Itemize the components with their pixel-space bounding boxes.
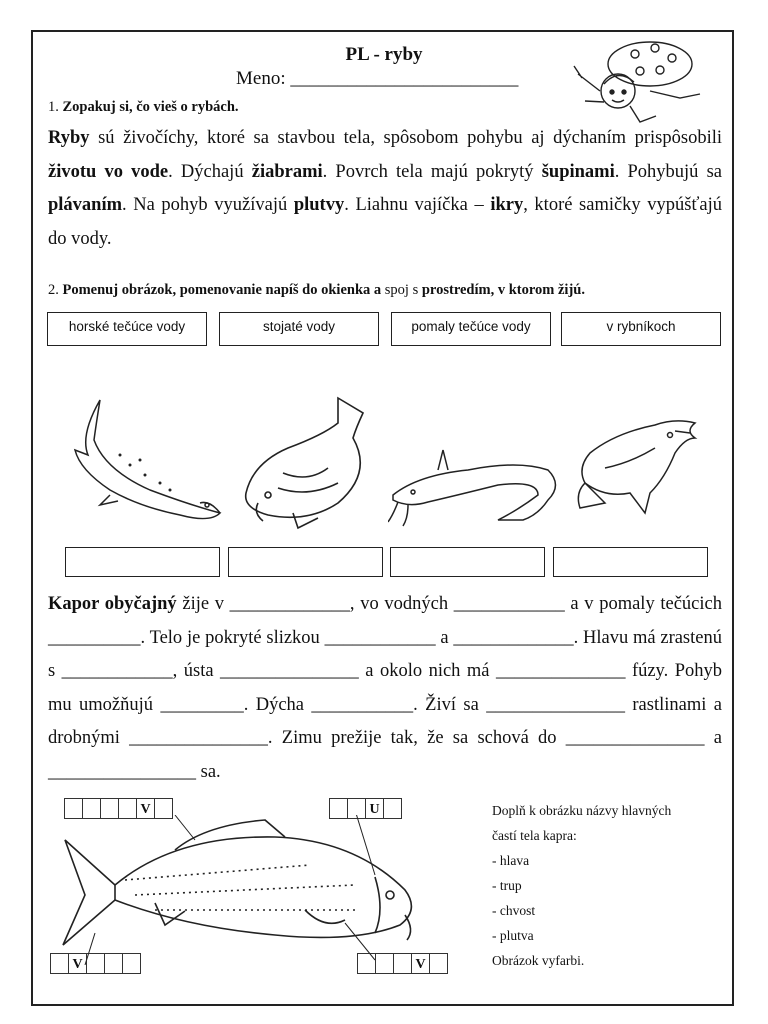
task-2-heading: 2. Pomenuj obrázok, pomenovanie napíš do okienka a spoj s prostredím, v ktorom žijú. xyxy=(48,282,585,298)
crossword-3[interactable]: V xyxy=(51,953,141,974)
name-field-label[interactable]: Meno: ________________________ xyxy=(236,68,519,89)
pike-icon xyxy=(575,413,700,528)
environment-box-1[interactable]: horské tečúce vody xyxy=(47,312,207,346)
fish-name-box-4[interactable] xyxy=(553,547,708,577)
catfish-icon xyxy=(388,440,568,530)
fish-name-box-1[interactable] xyxy=(65,547,220,577)
trout-icon xyxy=(70,395,230,525)
environment-box-3[interactable]: pomaly tečúce vody xyxy=(391,312,551,346)
crossword-1[interactable]: V xyxy=(65,798,173,819)
carp-icon xyxy=(238,393,378,533)
environment-box-4[interactable]: v rybníkoch xyxy=(561,312,721,346)
intro-paragraph: Ryby sú živočíchy, ktoré sa stavbou tela, spôsobom pohybu aj dýchaním prispôsobili životu vo vode. Dýchajú žiabrami. Povrch tela majú pokrytý šupinami. Pohybujú sa plávaním. Na pohyb využívajú plutvy. Liahnu vajíčka – ikry, ktoré samičky vypúšťajú do vody. xyxy=(48,128,722,249)
task-1-heading: 1. Zopakuj si, čo vieš o rybách. xyxy=(48,99,239,115)
carp-large-icon xyxy=(55,815,430,965)
carp-paragraph: Kapor obyčajný žije v _____________, vo vodných ____________ a v pomaly tečúcich __________. Telo je pokryté slizkou ____________ a _____________. Hlavu má zrastenú s ____________, ústa _______________ a okolo nich má ______________ fúzy. Pohyb mu umožňujú _________. Dýcha ___________. Živí sa _______________ rastlinami a drobnými _______________. Zimu prežije tak, že sa schová do _______________ a ________________ sa. xyxy=(48,594,722,782)
cartoon-girl-icon xyxy=(560,36,710,126)
environment-box-2[interactable]: stojaté vody xyxy=(219,312,379,346)
crossword-4[interactable]: V xyxy=(358,953,448,974)
crossword-2[interactable]: U xyxy=(330,798,402,819)
worksheet-title: PL - ryby xyxy=(345,44,423,65)
fish-name-box-2[interactable] xyxy=(228,547,383,577)
fish-name-box-3[interactable] xyxy=(390,547,545,577)
side-instructions: Doplň k obrázku názvy hlavných častí tela kapra: - hlava - trup - chvost - plutva Obrázok vyfarbi. xyxy=(492,803,672,968)
